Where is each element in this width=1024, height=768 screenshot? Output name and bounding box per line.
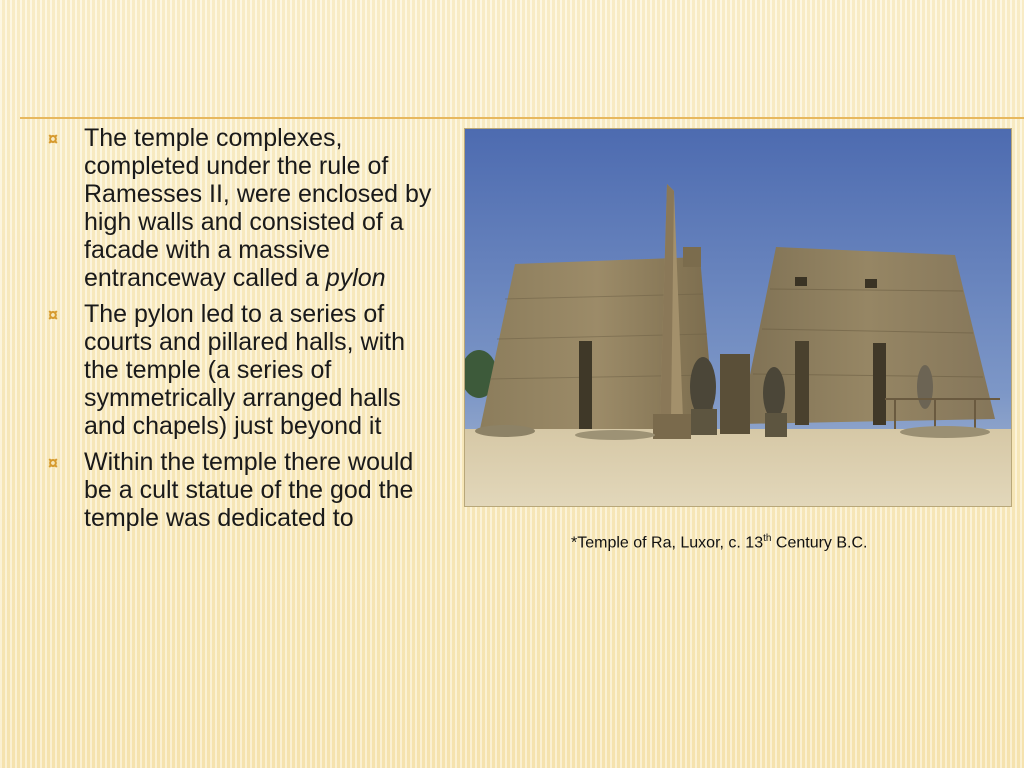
bullet-x-icon: ¤ bbox=[48, 129, 59, 149]
bullet-item bbox=[44, 448, 444, 532]
bullet-x-icon: ¤ bbox=[48, 453, 59, 473]
bullet-text: The temple complexes, completed under the rule of Ramesses II, were enclosed by high walls and consisted of a facade with a massive entranceway called a bbox=[84, 124, 432, 292]
photo-caption bbox=[571, 528, 911, 554]
header-divider bbox=[20, 117, 1024, 119]
temple-photo bbox=[464, 128, 1012, 507]
bullet-text: The pylon led to a series of courts and pillared halls, with the temple (a series of symmetrically arranged halls and chapels) just beyond it bbox=[84, 300, 405, 440]
caption-suffix: Century B.C. bbox=[771, 534, 868, 552]
bullet-item bbox=[44, 124, 444, 292]
bullet-text: Within the temple there would be a cult statue of the god the temple was dedicated to bbox=[84, 448, 414, 532]
bullet-item bbox=[44, 300, 444, 440]
bullet-emphasis: pylon bbox=[325, 264, 386, 292]
bullet-list bbox=[44, 124, 444, 540]
caption-superscript: th bbox=[763, 533, 772, 544]
caption-prefix: *Temple of Ra, Luxor, c. 13 bbox=[571, 534, 764, 552]
bullet-x-icon: ¤ bbox=[48, 305, 59, 325]
